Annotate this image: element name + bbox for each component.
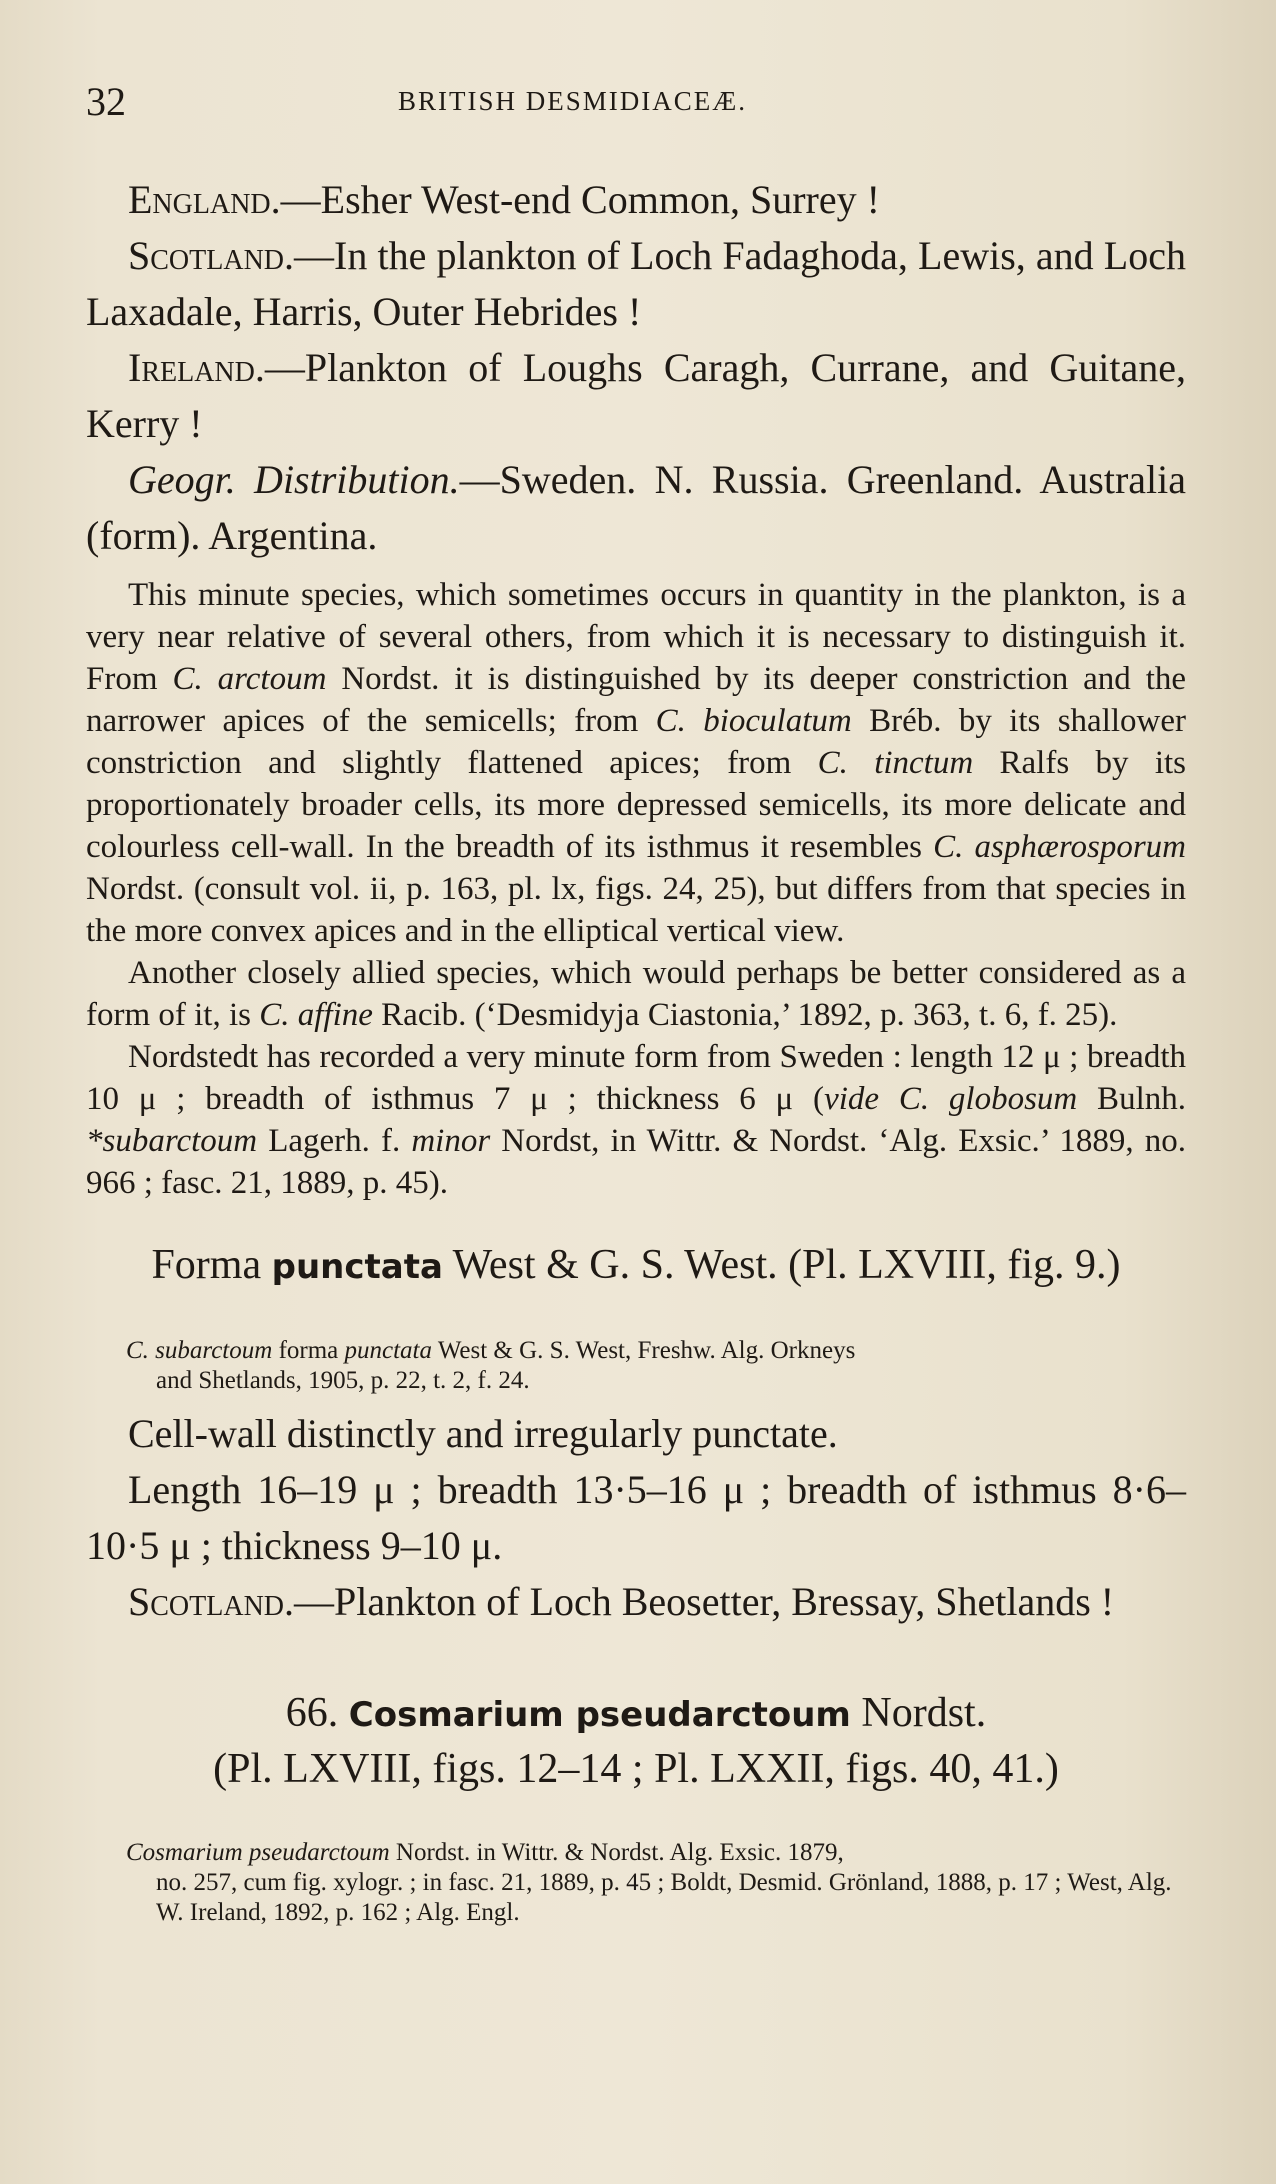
remarks-paragraph-3 — [86, 1036, 1186, 1204]
scotland-text: .—In the plankton of Loch Fadaghoda, Lewis, and Loch Laxadale, Harris, Outer Hebrides ! — [86, 233, 1186, 334]
species-name: C. arctoum — [172, 661, 327, 697]
geogr-text: —Sweden. N. Russia. Greenland. Australia (form). Argentina. — [86, 457, 1187, 558]
species-name: C. subarctoum — [126, 1337, 273, 1364]
remarks-text: Nordst. it is distinguished by its deeper constriction and the narrower apices of the semicells; from — [86, 661, 1187, 739]
species-name: C. asphærosporum — [933, 829, 1186, 865]
scotland-label: Scotland — [128, 1579, 285, 1624]
remarks-text: This minute species, which sometimes occurs in quantity in the plankton, is a very near relative of several others, from which it is necessary to distinguish it. From — [86, 577, 1186, 697]
page-number: 32 — [86, 79, 126, 124]
species-name: C. bioculatum — [655, 703, 852, 739]
scotland-text: .—Plankton of Loch Beosetter, Bressay, Shetlands ! — [284, 1579, 1115, 1624]
remarks-text: Lagerh. f. — [257, 1123, 412, 1159]
species-heading — [86, 1686, 1186, 1796]
england-record — [86, 172, 1186, 228]
species-name: punctata — [344, 1337, 433, 1364]
forma-synonymy — [86, 1336, 1186, 1396]
remarks-text: Another closely allied species, which would perhaps be better considered as a form of it, is — [86, 955, 1186, 1033]
species-title: Cosmarium pseudarctoum — [348, 1695, 851, 1735]
synonymy-text: Nordst. in Wittr. & Nordst. Alg. Exsic. 1879, — [389, 1839, 844, 1866]
synonymy-text: West & G. S. West, Freshw. Alg. Orkneys — [432, 1337, 856, 1364]
species-number: 66. — [285, 1690, 349, 1736]
geographic-distribution — [86, 452, 1186, 564]
ireland-record — [86, 340, 1186, 452]
species-name: vide C. globosum — [824, 1081, 1078, 1117]
scotland-record — [86, 228, 1186, 340]
species-author: Nordst. — [850, 1690, 987, 1736]
england-label: England — [128, 177, 271, 222]
forma-description: Cell-wall distinctly and irregularly punctate. — [128, 1411, 838, 1456]
synonymy-text: forma — [272, 1337, 345, 1364]
remarks-text: Ralfs by its proportionately broader cells, its more depressed semicells, its more delicate and colourless cell-wall. In the breadth of its isthmus it resembles — [86, 745, 1186, 865]
species-name: C. tinctum — [817, 745, 974, 781]
scotland-label: Scotland — [128, 233, 285, 278]
species-plates: (Pl. LXVIII, figs. 12–14 ; Pl. LXXII, figs. 40, 41.) — [213, 1746, 1059, 1792]
species-name: minor — [411, 1123, 491, 1159]
running-title: BRITISH DESMIDIACEÆ. — [398, 86, 748, 116]
remarks-paragraph-2 — [86, 952, 1186, 1036]
remarks-text: Bréb. by its shallower constriction and slightly flattened apices; from — [86, 703, 1187, 781]
ireland-label: Ireland — [128, 345, 255, 390]
synonymy-text: and Shetlands, 1905, p. 22, t. 2, f. 24. — [156, 1367, 530, 1394]
remarks-text: Nordst, in Wittr. & Nordst. ‘Alg. Exsic.’ 1889, no. 966 ; fasc. 21, 1889, p. 45). — [86, 1123, 1187, 1201]
remarks-text: Nordstedt has recorded a very minute form from Sweden : length 12 μ ; breadth 10 μ ; breadth of isthmus 7 μ ; thickness 6 μ ( — [86, 1039, 1186, 1117]
page-body — [86, 172, 1186, 1928]
synonymy-text: no. 257, cum fig. xylogr. ; in fasc. 21, 1889, p. 45 ; Boldt, Desmid. Grönland, 1888, p. 17 ; West, Alg. W. Ireland, 1892, p. 162 ; Alg. Engl. — [156, 1869, 1172, 1926]
forma-heading — [86, 1238, 1186, 1294]
remarks-text: Bulnh. — [1077, 1081, 1186, 1117]
remarks-text: Nordst. (consult vol. ii, p. 163, pl. lx, figs. 24, 25), but differs from that species in the more convex apices and in the elliptical vertical view. — [86, 871, 1186, 949]
remarks-paragraph-1 — [86, 574, 1186, 952]
forma-name: punctata — [271, 1247, 443, 1287]
running-head — [86, 78, 1186, 138]
remarks-text: Racib. (‘Desmidyja Ciastonia,’ 1892, p. 363, t. 6, f. 25). — [372, 997, 1118, 1033]
geogr-label: Geogr. Distribution. — [128, 457, 460, 502]
species-name: *subarctoum — [86, 1123, 258, 1159]
forma-prefix: Forma — [151, 1242, 272, 1288]
england-text: .—Esher West-end Common, Surrey ! — [270, 177, 880, 222]
species-name: Cosmarium pseudarctoum — [126, 1839, 390, 1866]
forma-scotland-record — [86, 1574, 1186, 1630]
ireland-text: .—Plankton of Loughs Caragh, Currane, and Guitane, Kerry ! — [86, 345, 1186, 446]
forma-authors: West & G. S. West. (Pl. LXVIII, fig. 9.) — [442, 1242, 1121, 1288]
forma-dimensions: Length 16–19 μ ; breadth 13·5–16 μ ; breadth of isthmus 8·6–10·5 μ ; thickness 9–10 μ. — [86, 1467, 1186, 1568]
species-name: C. affine — [259, 997, 373, 1033]
species-synonymy — [86, 1838, 1186, 1928]
